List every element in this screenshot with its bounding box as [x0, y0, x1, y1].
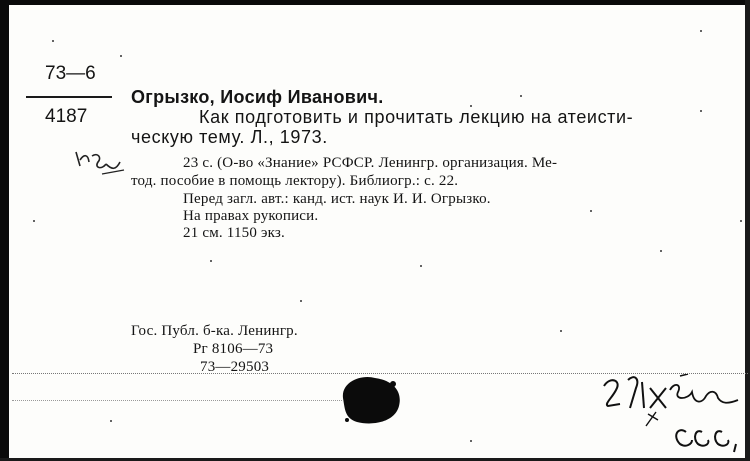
description-line-1: 23 с. (О-во «Знание» РСФСР. Ленингр. организация. Ме- [183, 155, 558, 171]
fold-line-lower [12, 400, 342, 401]
ink-blot [333, 370, 413, 430]
description-line-2: тод. пособие в помощь лектору). Библиогр.: с. 22. [131, 173, 459, 189]
author-heading: Огрызко, Иосиф Иванович. [131, 87, 384, 107]
note-line-1: Перед загл. авт.: канд. ист. наук И. И. Огрызко. [183, 191, 491, 207]
call-number-divider [26, 96, 112, 98]
handwritten-margin-mark [72, 140, 132, 180]
format-line: 21 см. 1150 экз. [183, 225, 285, 241]
note-line-2: На правах рукописи. [183, 208, 319, 224]
scan-edge-left [0, 0, 9, 461]
call-number-bottom: 4187 [45, 106, 88, 127]
title-line-1: Как подготовить и прочитать лекцию на атеисти- [199, 107, 634, 127]
scan-edge-top [0, 0, 750, 5]
library-line: Гос. Публ. б-ка. Ленингр. [131, 323, 298, 339]
handwritten-bottom-note [598, 374, 748, 458]
shelf-line-1: Рг 8106—73 [193, 341, 274, 357]
shelf-line-2: 73—29503 [200, 359, 270, 375]
title-line-2: ческую тему. Л., 1973. [131, 127, 328, 147]
call-number-top: 73—6 [45, 63, 96, 84]
